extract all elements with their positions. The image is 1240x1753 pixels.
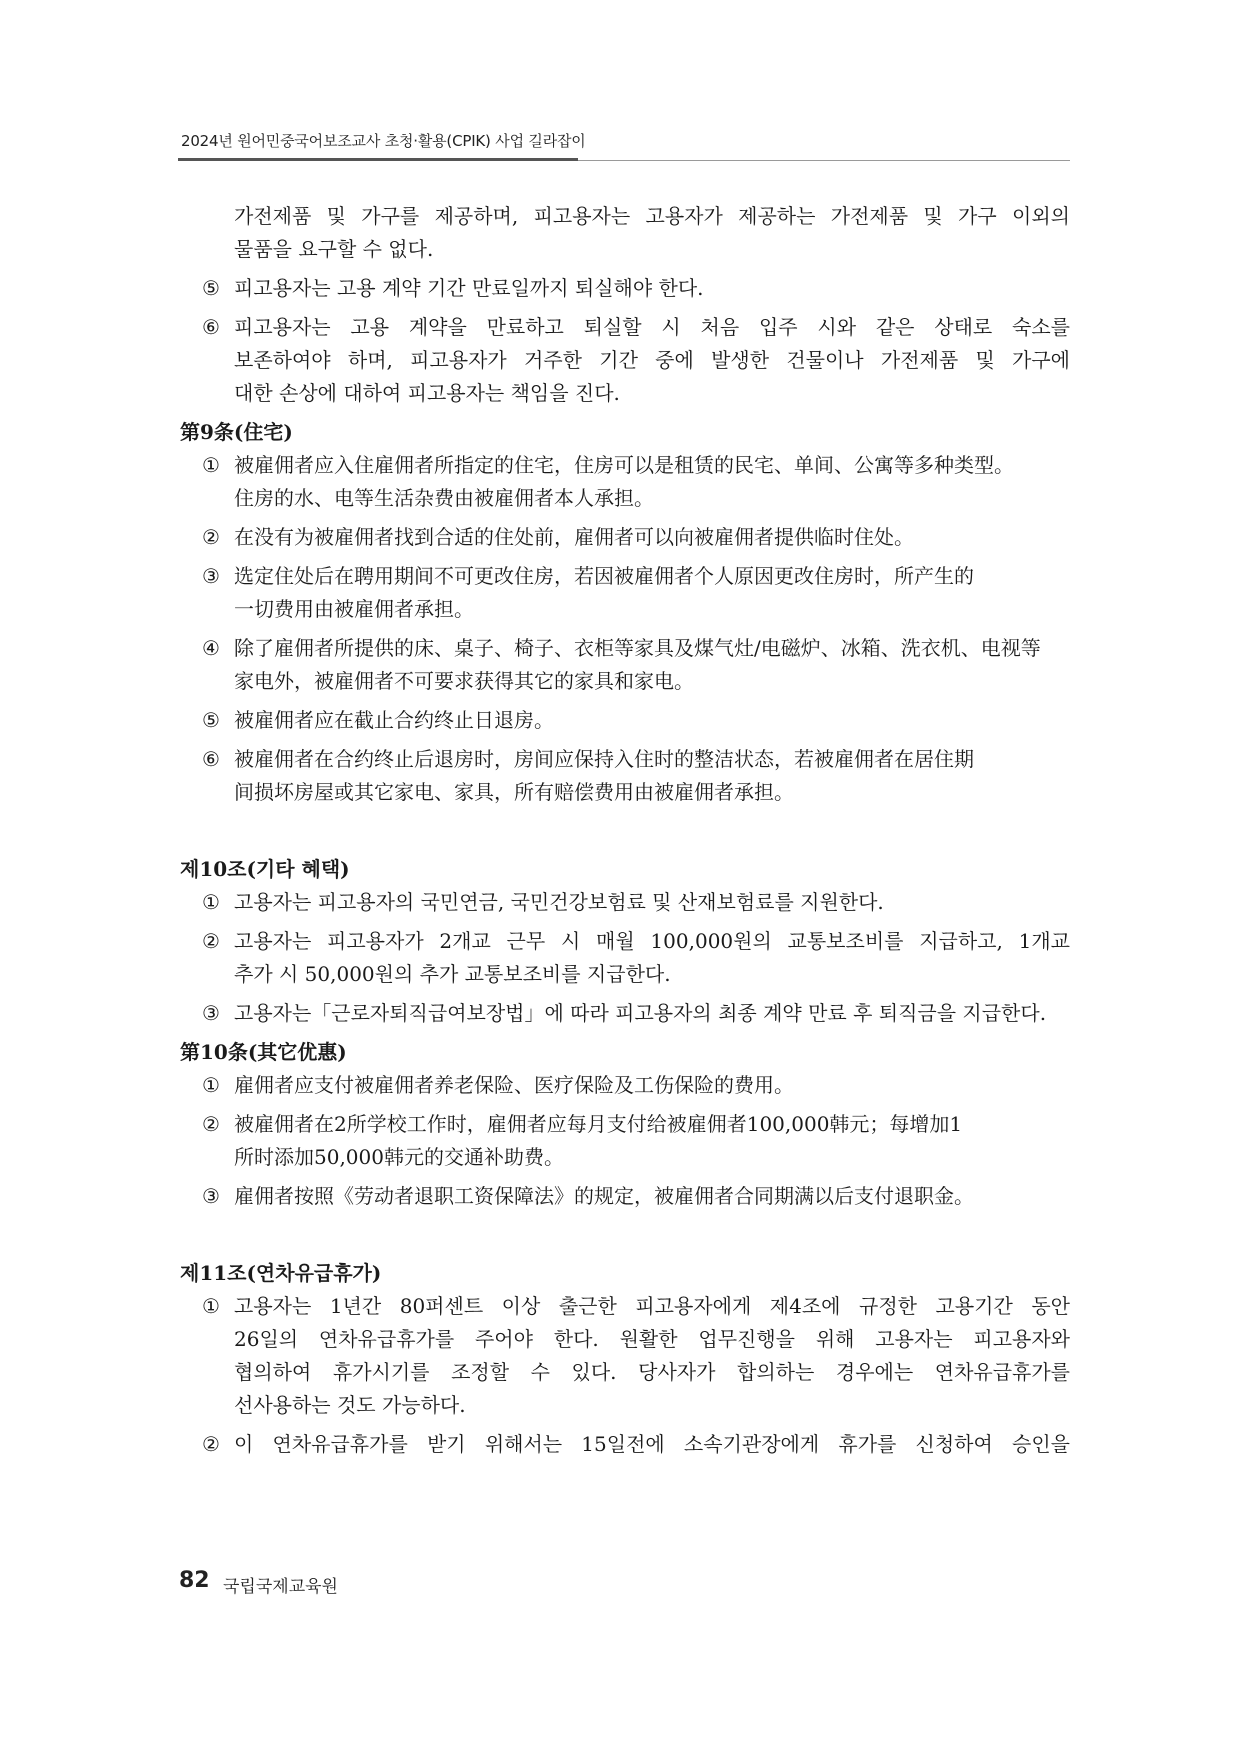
text-line: 선사용하는 것도 가능하다.	[234, 1393, 466, 1417]
list-item	[180, 925, 1070, 991]
text-line: 所时添加50,000韩元的交通补助费。	[234, 1145, 564, 1169]
text-line: 협의하여 휴가시기를 조정할 수 있다. 당사자가 합의하는 경우에는 연차유급휴가를	[234, 1360, 1070, 1384]
list-item	[180, 521, 1070, 554]
text-line: 除了雇佣者所提供的床、桌子、椅子、衣柜等家具及煤气灶/电磁炉、冰箱、洗衣机、电视等	[234, 636, 1041, 660]
text-line: 被雇佣者应在截止合约终止日退房。	[234, 708, 554, 732]
article-8-korean-items	[180, 272, 1070, 410]
list-item	[180, 632, 1070, 698]
list-item	[180, 997, 1070, 1030]
article-9-chinese	[180, 416, 1070, 809]
article-heading: 第10条(其它优惠)	[180, 1040, 347, 1064]
header-rule-thin	[578, 160, 1070, 161]
text-line: 雇佣者按照《劳动者退职工资保障法》的规定，被雇佣者合同期满以后支付退职金。	[234, 1184, 974, 1208]
list-item	[180, 311, 1070, 410]
article-11-korean	[180, 1257, 1070, 1461]
text-line: 고용자는 피고용자의 국민연금, 국민건강보험료 및 산재보험료를 지원한다.	[234, 890, 884, 914]
list-item	[180, 704, 1070, 737]
page-body	[180, 200, 1070, 1467]
page-number: 82	[179, 1568, 210, 1593]
item-number: ⑥	[202, 315, 220, 339]
text-line: 추가 시 50,000원의 추가 교통보조비를 지급한다.	[234, 962, 671, 986]
text-line: 26일의 연차유급휴가를 주어야 한다. 원활한 업무진행을 위해 고용자는 피고용자와	[234, 1327, 1070, 1351]
text-line: 물품을 요구할 수 없다.	[234, 237, 434, 261]
header-rule-thick	[178, 158, 578, 161]
text-line: 一切费用由被雇佣者承担。	[234, 597, 474, 621]
text-line: 选定住处后在聘用期间不可更改住房，若因被雇佣者个人原因更改住房时，所产生的	[234, 564, 974, 588]
text-line: 고용자는 피고용자가 2개교 근무 시 매월 100,000원의 교통보조비를 지급하고, 1개교	[234, 929, 1070, 953]
article-heading: 제10조(기타 혜택)	[180, 857, 350, 881]
list-item	[180, 1290, 1070, 1422]
article-10-korean	[180, 853, 1070, 1030]
item-number: ⑤	[202, 708, 220, 732]
list-item	[180, 449, 1070, 515]
text-line: 이 연차유급휴가를 받기 위해서는 15일전에 소속기관장에게 휴가를 신청하여 승인을	[234, 1432, 1070, 1456]
list-item	[180, 1180, 1070, 1213]
text-line: 雇佣者应支付被雇佣者养老保险、医疗保险及工伤保险的费用。	[234, 1073, 794, 1097]
text-line: 被雇佣者在2所学校工作时，雇佣者应每月支付给被雇佣者100,000韩元；每增加1	[234, 1112, 963, 1136]
item-number: ①	[202, 1073, 220, 1097]
text-line: 보존하여야 하며, 피고용자가 거주한 기간 중에 발생한 건물이나 가전제품 및 가구에	[234, 348, 1070, 372]
list-item	[180, 743, 1070, 809]
text-line: 家电外，被雇佣者不可要求获得其它的家具和家电。	[234, 669, 694, 693]
item-number: ①	[202, 890, 220, 914]
item-number: ①	[202, 1294, 220, 1318]
item-number: ②	[202, 525, 220, 549]
item-number: ②	[202, 929, 220, 953]
text-line: 住房的水、电等生活杂费由被雇佣者本人承担。	[234, 486, 654, 510]
item-number: ⑥	[202, 747, 220, 771]
article-heading: 第9条(住宅)	[180, 420, 293, 444]
footer-organization: 국립국제교육원	[223, 1577, 338, 1597]
text-line: 被雇佣者在合约终止后退房时，房间应保持入住时的整洁状态，若被雇佣者在居住期	[234, 747, 974, 771]
item-number: ①	[202, 453, 220, 477]
text-line: 고용자는 1년간 80퍼센트 이상 출근한 피고용자에게 제4조에 규정한 고용기간 동안	[234, 1294, 1070, 1318]
text-line: 피고용자는 고용 계약을 만료하고 퇴실할 시 처음 입주 시와 같은 상태로 숙소를	[234, 315, 1070, 339]
text-line: 고용자는「근로자퇴직급여보장법」에 따라 피고용자의 최종 계약 만료 후 퇴직금을 지급한다.	[234, 1001, 1047, 1025]
list-item	[180, 1108, 1070, 1174]
item-number: ②	[202, 1112, 220, 1136]
item-number: ③	[202, 564, 220, 588]
item-number: ⑤	[202, 276, 220, 300]
list-item	[180, 886, 1070, 919]
list-item	[180, 272, 1070, 305]
section-spacer	[180, 1219, 1070, 1257]
article-10-chinese	[180, 1036, 1070, 1213]
continued-paragraph	[180, 200, 1070, 266]
text-line: 被雇佣者应入住雇佣者所指定的住宅，住房可以是租赁的民宅、单间、公寓等多种类型。	[234, 453, 1014, 477]
article-heading: 제11조(연차유급휴가)	[180, 1261, 382, 1285]
section-spacer	[180, 815, 1070, 853]
item-number: ③	[202, 1001, 220, 1025]
text-line: 대한 손상에 대하여 피고용자는 책임을 진다.	[234, 381, 620, 405]
text-line: 피고용자는 고용 계약 기간 만료일까지 퇴실해야 한다.	[234, 276, 704, 300]
item-number: ④	[202, 636, 220, 660]
item-number: ②	[202, 1432, 220, 1456]
list-item	[180, 1069, 1070, 1102]
item-number: ③	[202, 1184, 220, 1208]
text-line: 间损坏房屋或其它家电、家具，所有赔偿费用由被雇佣者承担。	[234, 780, 794, 804]
list-item	[180, 1428, 1070, 1461]
list-item	[180, 560, 1070, 626]
text-line: 在没有为被雇佣者找到合适的住处前，雇佣者可以向被雇佣者提供临时住处。	[234, 525, 914, 549]
running-header-title: 2024년 원어민중국어보조교사 초청·활용(CPIK) 사업 길라잡이	[181, 132, 586, 150]
text-line: 가전제품 및 가구를 제공하며, 피고용자는 고용자가 제공하는 가전제품 및 가구 이외의	[234, 204, 1070, 228]
